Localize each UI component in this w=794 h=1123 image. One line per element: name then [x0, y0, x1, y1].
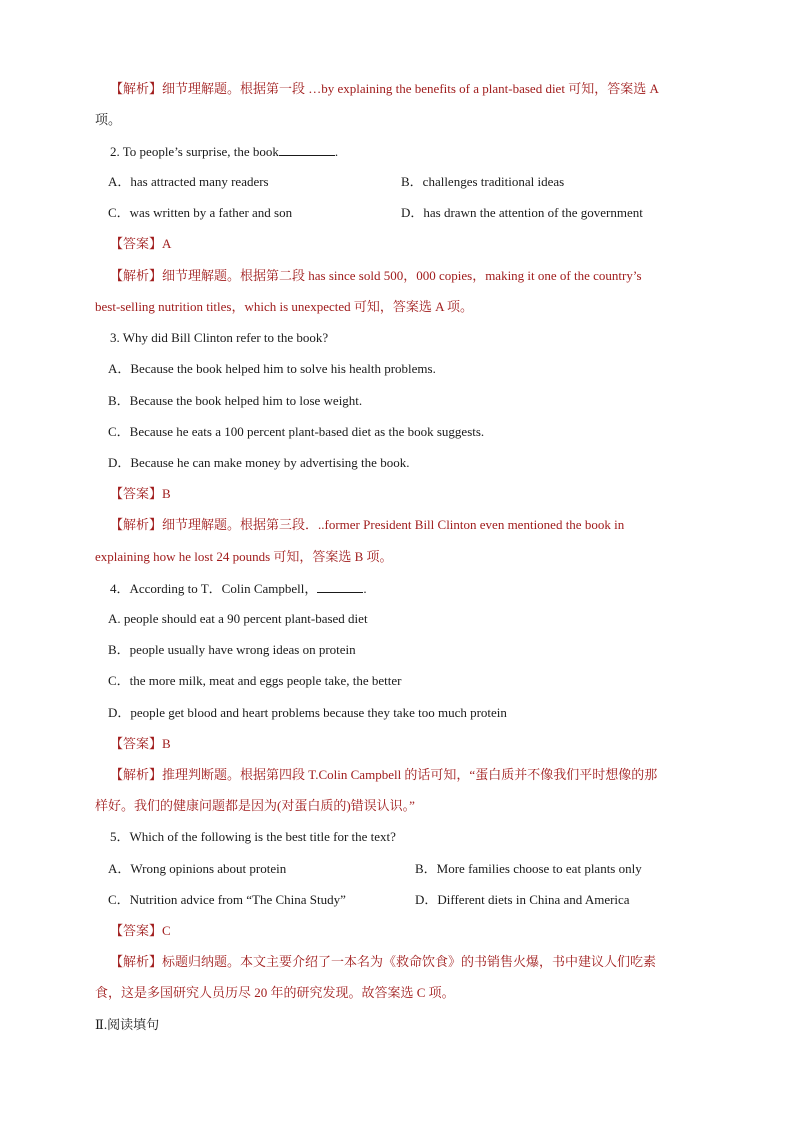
question-2: 2. To people’s surprise, the book .: [110, 144, 339, 159]
q1-analysis: 【解析】细节理解题。根据第一段 …by explaining the benefits of a plant-based diet 可知，答案选 A: [110, 81, 659, 96]
analysis-label: 【解析】: [110, 81, 163, 96]
q5-option-a: A．Wrong opinions about protein: [108, 861, 287, 876]
q3-answer: 【答案】B: [110, 486, 171, 501]
q5-analysis: 【解析】标题归纳题。本文主要介绍了一本名为《救命饮食》的书销售火爆，书中建议人们吃素: [110, 954, 657, 969]
q2-analysis: 【解析】细节理解题。根据第二段 has since sold 500，000 copies，making it one of the country’s: [110, 268, 642, 283]
q3-analysis: 【解析】细节理解题。根据第三段．..former President Bill Clinton even mentioned the book in: [110, 517, 625, 532]
q4-option-b: B．people usually have wrong ideas on protein: [108, 642, 356, 657]
q4-option-a: A. people should eat a 90 percent plant-based diet: [108, 611, 368, 626]
q4-analysis-cont: 样好。我们的健康问题都是因为(对蛋白质的)错误认识。”: [95, 798, 415, 813]
q5-option-c: C．Nutrition advice from “The China Study”: [108, 892, 346, 907]
q5-analysis-cont: 食，这是多国研究人员历尽 20 年的研究发现。故答案选 C 项。: [95, 985, 455, 1000]
q2-option-b: B．challenges traditional ideas: [401, 174, 565, 189]
q5-option-b: B．More families choose to eat plants only: [415, 861, 642, 876]
answer-blank: [317, 580, 363, 593]
q2-answer: 【答案】A: [110, 236, 172, 251]
q5-answer: 【答案】C: [110, 923, 171, 938]
analysis-label: 【解析】: [110, 767, 163, 782]
q1-analysis-cont: 项。: [95, 112, 122, 127]
q4-option-c: C．the more milk, meat and eggs people take, the better: [108, 673, 402, 688]
q4-answer: 【答案】B: [110, 736, 171, 751]
question-3: 3. Why did Bill Clinton refer to the book?: [110, 330, 329, 345]
q4-option-d: D．people get blood and heart problems because they take too much protein: [108, 705, 507, 720]
q3-option-c: C．Because he eats a 100 percent plant-based diet as the book suggests.: [108, 424, 485, 439]
q4-analysis: 【解析】推理判断题。根据第四段 T.Colin Campbell 的话可知，“蛋白质并不像我们平时想像的那: [110, 767, 658, 782]
q3-option-a: A．Because the book helped him to solve his health problems.: [108, 361, 436, 376]
q5-option-d: D．Different diets in China and America: [415, 892, 630, 907]
question-5: 5．Which of the following is the best title for the text?: [110, 829, 396, 844]
answer-blank: [279, 143, 335, 156]
q2-option-c: C．was written by a father and son: [108, 205, 293, 220]
q2-analysis-cont: best-selling nutrition titles，which is unexpected 可知，答案选 A 项。: [95, 299, 474, 314]
section-title: Ⅱ.阅读填句: [95, 1017, 160, 1032]
q3-option-d: D．Because he can make money by advertising the book.: [108, 455, 410, 470]
q2-option-a: A．has attracted many readers: [108, 174, 269, 189]
q3-option-b: B．Because the book helped him to lose weight.: [108, 393, 363, 408]
analysis-label: 【解析】: [110, 517, 163, 532]
analysis-label: 【解析】: [110, 954, 163, 969]
question-4: 4．According to T．Colin Campbell， .: [110, 581, 367, 596]
analysis-label: 【解析】: [110, 268, 163, 283]
q3-analysis-cont: explaining how he lost 24 pounds 可知，答案选 B 项。: [95, 549, 393, 564]
q2-option-d: D．has drawn the attention of the government: [401, 205, 643, 220]
